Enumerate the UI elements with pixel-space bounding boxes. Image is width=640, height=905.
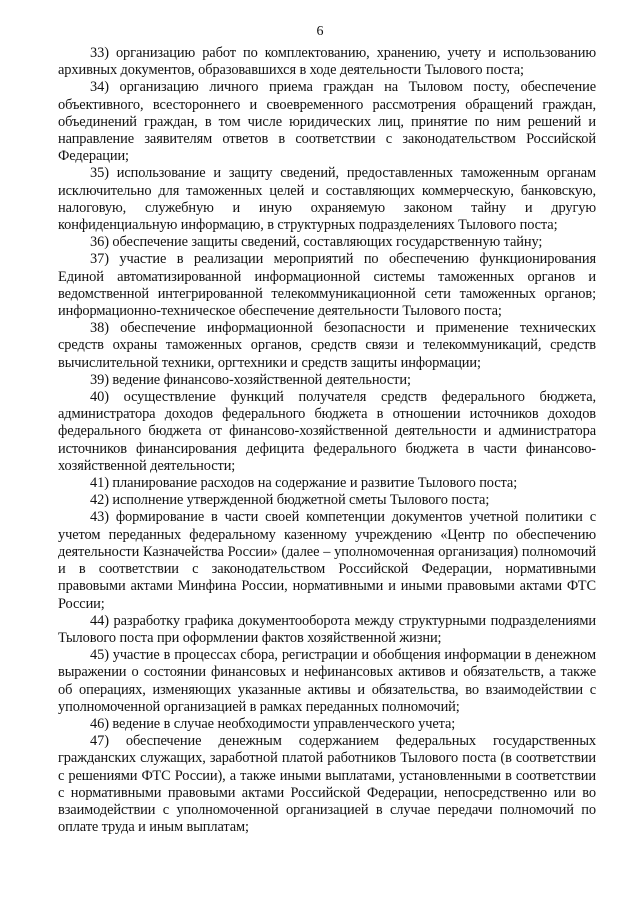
paragraph-item-41: 41) планирование расходов на содержание и развитие Тылового поста; [90,475,518,492]
paragraph-item-34: 34) организацию личного приема граждан на Тыловом посту, обеспечение объективного, всестороннего и своевременного рассмотрения обращений граждан, объединений граждан, в том числе юридических лиц, принятие по ним решений и направление заявителям ответов в соответствии с законодательством Российской Федерации; [58,79,596,165]
paragraph-item-42: 42) исполнение утвержденной бюджетной сметы Тылового поста; [90,492,490,509]
paragraph-item-46: 46) ведение в случае необходимости управленческого учета; [90,715,456,732]
paragraph-item-35: 35) использование и защиту сведений, предоставленных таможенным органам исключительно для таможенных целей и составляющих коммерческую, банковскую, налоговую, служебную и иную охраняемую законом тайну и другую конфиденциальную информацию, в структурных подразделениях Тылового поста; [58,165,596,234]
document-body [58,45,596,836]
paragraph-item-38: 38) обеспечение информационной безопасности и применение технических средств охраны таможенных органов, средств связи и телекоммуникаций, средств вычислительной техники, оргтехники и средств защиты информации; [58,320,596,371]
paragraph-item-45: 45) участие в процессах сбора, регистрации и обобщения информации в денежном выражении о состоянии финансовых и нефинансовых активов и обязательств, а также об операциях, изменяющих указанные активы и обязательства, во взаимодействии с уполномоченной организацией в рамках переданных полномочий; [58,647,596,715]
paragraph-item-39: 39) ведение финансово-хозяйственной деятельности; [90,371,411,388]
paragraph-item-33: 33) организацию работ по комплектованию, хранению, учету и использованию архивных документов, образовавшихся в ходе деятельности Тылового поста; [58,45,596,79]
paragraph-item-36: 36) обеспечение защиты сведений, составляющих государственную тайну; [90,234,543,251]
paragraph-item-47: 47) обеспечение денежным содержанием федеральных государственных гражданских служащих, заработной платой работников Тылового поста (в соответствии с решениями ФТС России), а также иными выплатами, установленными в соответствии с нормативными правовыми актами Российской Федерации, непосредственно или во взаимодействии с уполномоченной организацией в случае передачи полномочий по оплате труда и иным выплатам; [58,733,596,836]
paragraph-item-40: 40) осуществление функций получателя средств федерального бюджета, администратора доходов федерального бюджета в отношении источников доходов федерального бюджета от финансово-хозяйственной деятельности и администратора источников финансирования дефицита федерального бюджета в части финансово-хозяйственной деятельности; [58,389,596,474]
paragraph-item-43: 43) формирование в части своей компетенции документов учетной политики с учетом переданных федеральному казенному учреждению «Центр по обеспечению деятельности Казначейства России» (далее – уполномоченная организация) полномочий и в соответствии с законодательством Российской Федерации, нормативными правовыми актами Минфина России, нормативными и иными правовыми актами ФТС России; [58,509,596,612]
page-number: 6 [316,24,324,39]
paragraph-item-44: 44) разработку графика документооборота между структурными подразделениями Тылового поста при оформлении фактов хозяйственной жизни; [58,612,596,646]
paragraph-item-37: 37) участие в реализации мероприятий по обеспечению функционирования Единой автоматизированной информационной системы таможенных органов и ведомственной интегрированной телекоммуникационной сети таможенных органов; информационно-техническое обеспечение деятельности Тылового поста; [58,251,596,320]
